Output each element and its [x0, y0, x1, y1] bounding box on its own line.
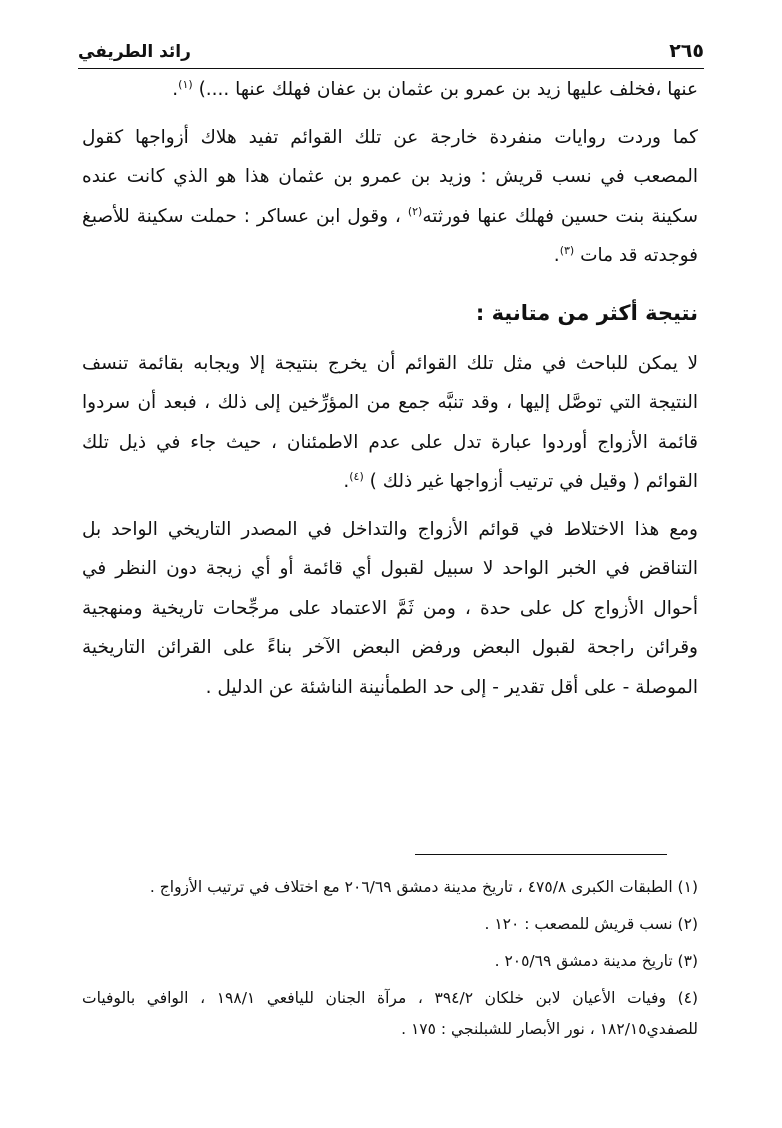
footnote-2: (٢) نسب قريش للمصعب : ١٢٠ . — [484, 915, 698, 933]
page-number: ٢٦٥ — [669, 40, 704, 62]
footnote-4: (٤) وفيات الأعيان لابن خلكان ٣٩٤/٢ ، مرآة الجنان لليافعي ١٩٨/١ ، الوافي بالوفيات للصفدي١٨٢/١٥ ، نور الأبصار للشبلنجي : ١٧٥ . — [82, 989, 699, 1038]
paragraph-2-end: . — [553, 245, 560, 266]
paragraph-1 — [82, 70, 698, 110]
paragraph-1-end: . — [172, 79, 179, 100]
section-heading: نتيجة أكثر من متانية : — [475, 300, 698, 325]
paragraph-2-text-b: ، وقول ابن عساكر : حملت سكينة للأصبغ فوجدته قد مات — [82, 205, 698, 266]
paragraph-3-end: . — [343, 471, 350, 492]
paragraph-1-text: عنها ،فخلف عليها زيد بن عمرو بن عثمان بن عفان فهلك عنها ....) — [198, 79, 698, 100]
footnote-3: (٣) تاريخ مدينة دمشق ٢٠٥/٦٩ . — [494, 952, 698, 970]
main-text — [82, 70, 698, 707]
page-header — [78, 28, 704, 69]
paragraph-3 — [82, 344, 698, 502]
footnote-ref-1[interactable]: (١) — [178, 77, 193, 91]
paragraph-2-text-a: كما وردت روايات منفردة خارجة عن تلك القوائم تفيد هلاك أزواجها كقول المصعب في نسب قريش : وزيد بن عمرو بن عثمان هذا هو الذي كانت عنده سكينة بنت حسين فهلك عنها فورثته — [82, 126, 698, 227]
paragraph-2 — [82, 118, 698, 276]
footnote-ref-3[interactable]: (٣) — [559, 243, 575, 257]
footnote-ref-2[interactable]: (٢) — [407, 204, 423, 218]
paragraph-3-text: لا يمكن للباحث في مثل تلك القوائم أن يخرج بنتيجة إلا ويجابه بقائمة تنسف النتيجة التي توصَّل إليها ، وقد تنبَّه جمع من المؤرِّخين إلى ذلك ، فبعد أن سردوا قائمة الأزواج أوردوا عبارة تدل على عدم الاطمئنان ، حيث جاء في ذيل تلك القوائم ( وقيل في ترتيب أزواجها غير ذلك ) — [82, 352, 698, 492]
footnotes — [82, 872, 698, 1051]
running-head-author: رائد الطريفي — [78, 42, 191, 62]
footnote-ref-4[interactable]: (٤) — [349, 469, 364, 483]
paragraph-4: ومع هذا الاختلاط في قوائم الأزواج والتداخل في المصدر التاريخي الواحد بل التناقض في الخبر الواحد لا سبيل لقبول أي قائمة أو أي زيجة دون النظر في أحوال الأزواج كل على حدة ، ومن ثَمَّ الاعتماد على مرجِّحات تاريخية ومنهجية وقرائن راجحة لقبول البعض ورفض البعض الآخر بناءً على القرائن التاريخية الموصلة - على أقل تقدير - إلى حد الطمأنينة الناشئة عن الدليل . — [82, 518, 698, 698]
footnote-separator — [415, 854, 667, 855]
footnote-1: (١) الطبقات الكبرى ٤٧٥/٨ ، تاريخ مدينة دمشق ٢٠٦/٦٩ مع اختلاف في ترتيب الأزواج . — [149, 878, 698, 896]
